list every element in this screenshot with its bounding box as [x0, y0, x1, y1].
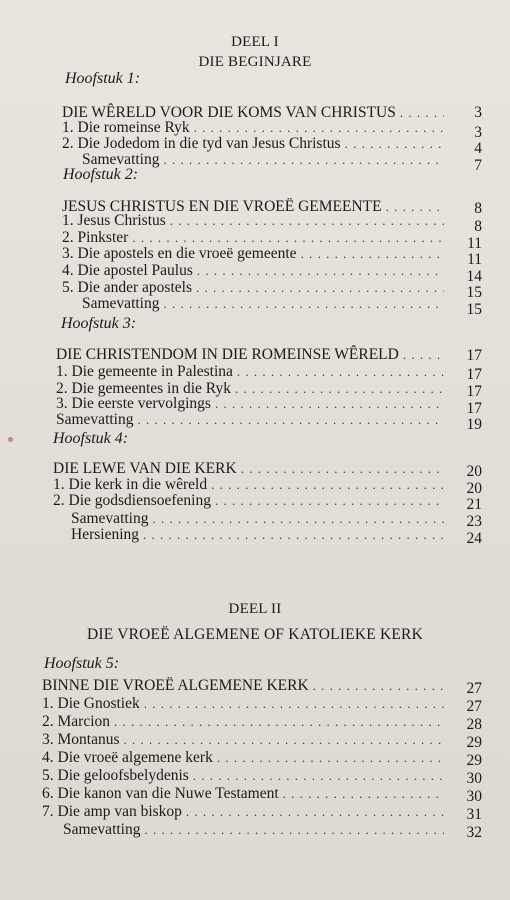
- page-number: 27: [466, 698, 482, 715]
- toc-entry: [42, 767, 448, 785]
- part-2-title: DIE VROEË ALGEMENE OF KATOLIEKE KERK: [87, 626, 423, 643]
- leader-dots: [114, 713, 444, 731]
- leader-dots: [145, 821, 445, 839]
- toc-entry: [82, 295, 448, 313]
- toc-entry-label: 2. Die Jodedom in die tyd van Jesus Christus: [62, 135, 341, 152]
- page-number: 8: [474, 200, 482, 217]
- chapter-1-heading: Hoofstuk 1:: [65, 70, 141, 87]
- page-number: 17: [466, 400, 482, 417]
- toc-entry: [42, 803, 448, 821]
- page-number: 27: [466, 680, 482, 697]
- toc-entry: [56, 363, 448, 381]
- page-number: 14: [466, 268, 482, 285]
- toc-entry-label: 2. Pinkster: [62, 229, 129, 246]
- toc-entry-label: Hersiening: [71, 526, 140, 543]
- toc-entry-label: 3. Die apostels en die vroeë gemeente: [62, 245, 297, 262]
- page-number: 4: [474, 140, 482, 157]
- toc-entry-label: Samevatting: [56, 411, 134, 428]
- toc-entry-label: 2. Marcion: [42, 713, 111, 730]
- page-number: 29: [466, 734, 482, 751]
- page-number: 30: [466, 788, 482, 805]
- toc-entry: [62, 212, 448, 230]
- toc-entry: [71, 526, 448, 544]
- toc-entry-label: 5. Die geloofsbelydenis: [42, 767, 189, 784]
- chapter-4-title: DIE LEWE VAN DIE KERK: [53, 460, 237, 477]
- leader-dots: [138, 411, 445, 429]
- page-number: 8: [474, 218, 482, 235]
- toc-entry-label: Samevatting: [71, 510, 149, 527]
- page-number: 29: [466, 752, 482, 769]
- page-number: 11: [467, 235, 482, 252]
- page-number: 32: [466, 824, 482, 841]
- toc-entry-label: 3. Die eerste vervolgings: [56, 395, 211, 412]
- toc-entry-label: 2. Die gemeentes in die Ryk: [56, 380, 232, 397]
- toc-entry-label: Samevatting: [82, 151, 160, 168]
- page-number: 15: [466, 301, 482, 318]
- part-2-label: DEEL II: [228, 601, 282, 617]
- toc-entry: [56, 411, 448, 429]
- page-number: 7: [474, 157, 482, 174]
- toc-entry-label: 1. Die gemeente in Palestina: [56, 363, 233, 380]
- chapter-5-heading: Hoofstuk 5:: [44, 655, 120, 672]
- page-number: 19: [466, 416, 482, 433]
- page-number: 24: [466, 530, 482, 547]
- toc-entry-label: 7. Die amp van biskop: [42, 803, 182, 820]
- toc-entry-label: 1. Jesus Christus: [62, 212, 166, 229]
- chapter-3-heading: Hoofstuk 3:: [61, 315, 137, 332]
- toc-entry: [42, 713, 448, 731]
- leader-dots: [164, 151, 445, 169]
- toc-entry-label: 2. Die godsdiensoefening: [53, 492, 211, 509]
- page-number: 21: [466, 496, 482, 513]
- page-number: 30: [466, 770, 482, 787]
- toc-entry-label: 1. Die kerk in die wêreld: [53, 476, 208, 493]
- toc-entry: [42, 785, 448, 803]
- page-number: 11: [467, 251, 482, 268]
- toc-entry-label: 3. Montanus: [42, 731, 120, 748]
- toc-entry: [63, 821, 448, 839]
- leader-dots: [193, 767, 444, 785]
- chapter-3-title-row: [56, 346, 448, 364]
- leader-dots: [403, 346, 444, 364]
- page-number: 3: [474, 124, 482, 141]
- page-number: 3: [474, 104, 482, 121]
- chapter-3-title: DIE CHRISTENDOM IN DIE ROMEINSE WÊRELD: [56, 346, 399, 363]
- leader-dots: [313, 677, 444, 695]
- page-number: 17: [466, 366, 482, 383]
- chapter-5-title-row: [42, 677, 448, 695]
- page-number: 17: [466, 383, 482, 400]
- chapter-5-title: BINNE DIE VROEË ALGEMENE KERK: [42, 677, 309, 694]
- chapter-1-title: DIE WÊRELD VOOR DIE KOMS VAN CHRISTUS: [62, 104, 396, 121]
- leader-dots: [237, 363, 444, 381]
- toc-entry-label: 5. Die ander apostels: [62, 279, 192, 296]
- toc-entry-label: 4. Die apostel Paulus: [62, 262, 193, 279]
- chapter-4-heading: Hoofstuk 4:: [53, 430, 129, 447]
- page-number: 23: [466, 513, 482, 530]
- toc-entry-label: 1. Die romeinse Ryk: [62, 119, 190, 136]
- page-number: 28: [466, 716, 482, 733]
- leader-dots: [170, 212, 444, 230]
- leader-dots: [144, 695, 444, 713]
- toc-entry: [53, 492, 448, 510]
- toc-entry-label: Samevatting: [82, 295, 160, 312]
- leader-dots: [283, 785, 444, 803]
- toc-entry-label: 1. Die Gnostiek: [42, 695, 140, 712]
- ink-spot: [8, 437, 13, 442]
- toc-entry: [42, 695, 448, 713]
- leader-dots: [301, 245, 444, 263]
- page-number: 31: [466, 806, 482, 823]
- chapter-2-heading: Hoofstuk 2:: [63, 166, 139, 183]
- page-number: 20: [466, 480, 482, 497]
- leader-dots: [164, 295, 445, 313]
- leader-dots: [143, 526, 444, 544]
- toc-entry: [42, 731, 448, 749]
- part-1-label: DEEL I: [231, 34, 279, 50]
- page-number: 17: [466, 347, 482, 364]
- toc-entry: [62, 262, 448, 280]
- toc-entry: [42, 749, 448, 767]
- toc-entry-label: 4. Die vroeë algemene kerk: [42, 749, 213, 766]
- page-number: 20: [466, 463, 482, 480]
- toc-entry-label: Samevatting: [63, 821, 141, 838]
- part-1-title: DIE BEGINJARE: [198, 54, 312, 70]
- chapter-2-title: JESUS CHRISTUS EN DIE VROEË GEMEENTE: [62, 198, 382, 215]
- leader-dots: [124, 731, 445, 749]
- toc-entry: [62, 245, 448, 263]
- page-number: 15: [466, 284, 482, 301]
- leader-dots: [217, 749, 444, 767]
- leader-dots: [197, 262, 444, 280]
- toc-entry-label: 6. Die kanon van die Nuwe Testament: [42, 785, 279, 802]
- leader-dots: [215, 492, 444, 510]
- leader-dots: [186, 803, 444, 821]
